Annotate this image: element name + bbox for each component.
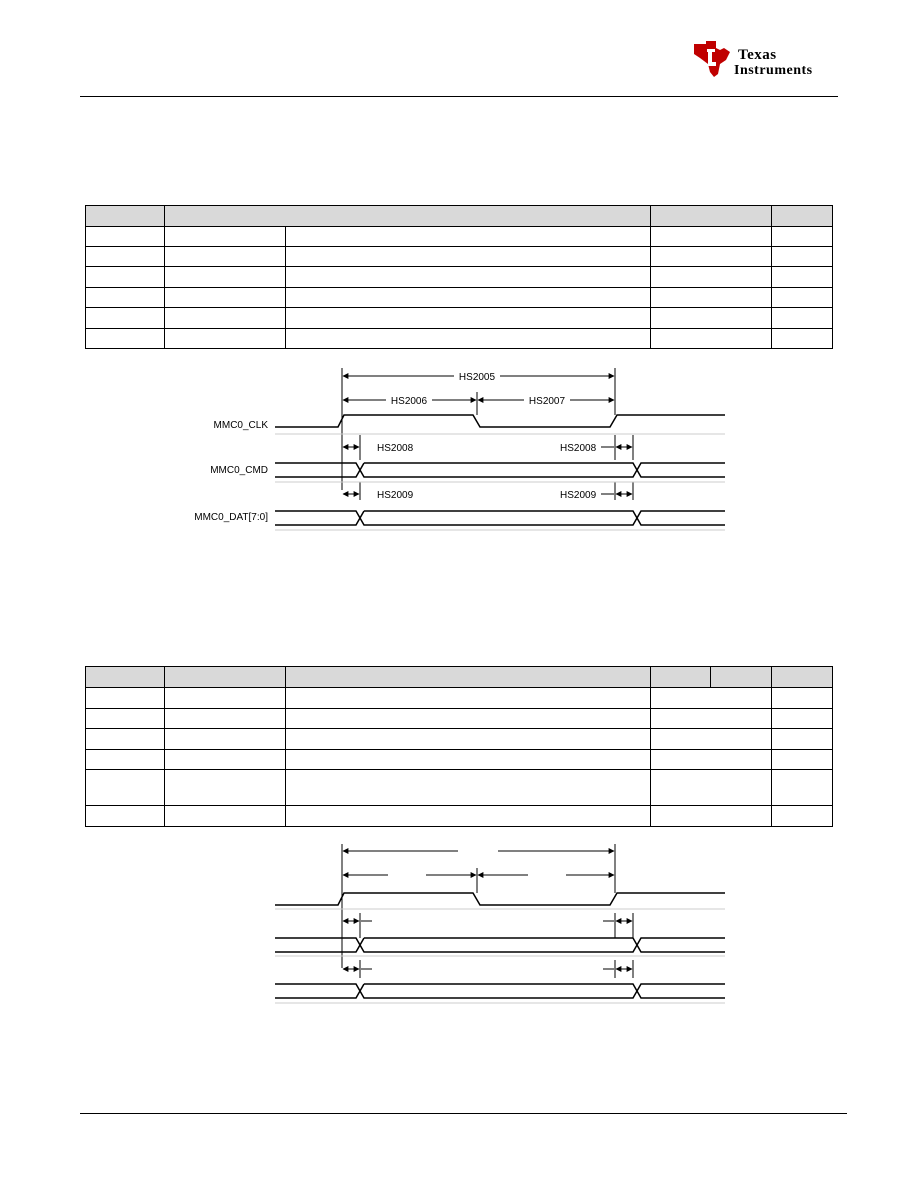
texas-instruments-logo [690,40,840,82]
timing-table-2 [85,666,833,827]
table-1-header-cell [86,206,165,227]
table-row [86,247,833,267]
table-row [86,308,833,329]
header-rule [80,96,838,97]
label-dat-right: HS2009 [560,490,597,501]
table-row [86,288,833,308]
footer-rule [80,1113,847,1114]
table-row [86,329,833,349]
table-row [86,750,833,770]
label-period: HS2005 [458,372,496,383]
timing-diagram-1 [270,360,730,535]
table-1-header-cell [165,206,651,227]
signal-label-cmd: MMC0_CMD [210,465,268,476]
table-row [86,729,833,750]
label-low: HS2007 [528,396,566,407]
ti-state-logo-icon [690,40,734,78]
table-row [86,770,833,806]
table-row [86,688,833,709]
table-row [86,806,833,827]
label-dat-left: HS2009 [377,490,414,501]
signal-label-clk: MMC0_CLK [213,420,268,431]
table-row [86,267,833,288]
label-cmd-right: HS2008 [560,443,597,454]
table-1-header-cell [651,206,772,227]
logo-line-1: Texas [738,47,777,63]
table-1-header-cell [772,206,833,227]
table-row [86,709,833,729]
logo-line-2: Instruments [734,63,813,78]
signal-label-dat: MMC0_DAT[7:0] [194,512,268,523]
label-high: HS2006 [390,396,428,407]
timing-diagram-2 [270,838,730,1013]
label-cmd-left: HS2008 [377,443,414,454]
timing-table-1 [85,205,833,349]
table-row [86,227,833,247]
